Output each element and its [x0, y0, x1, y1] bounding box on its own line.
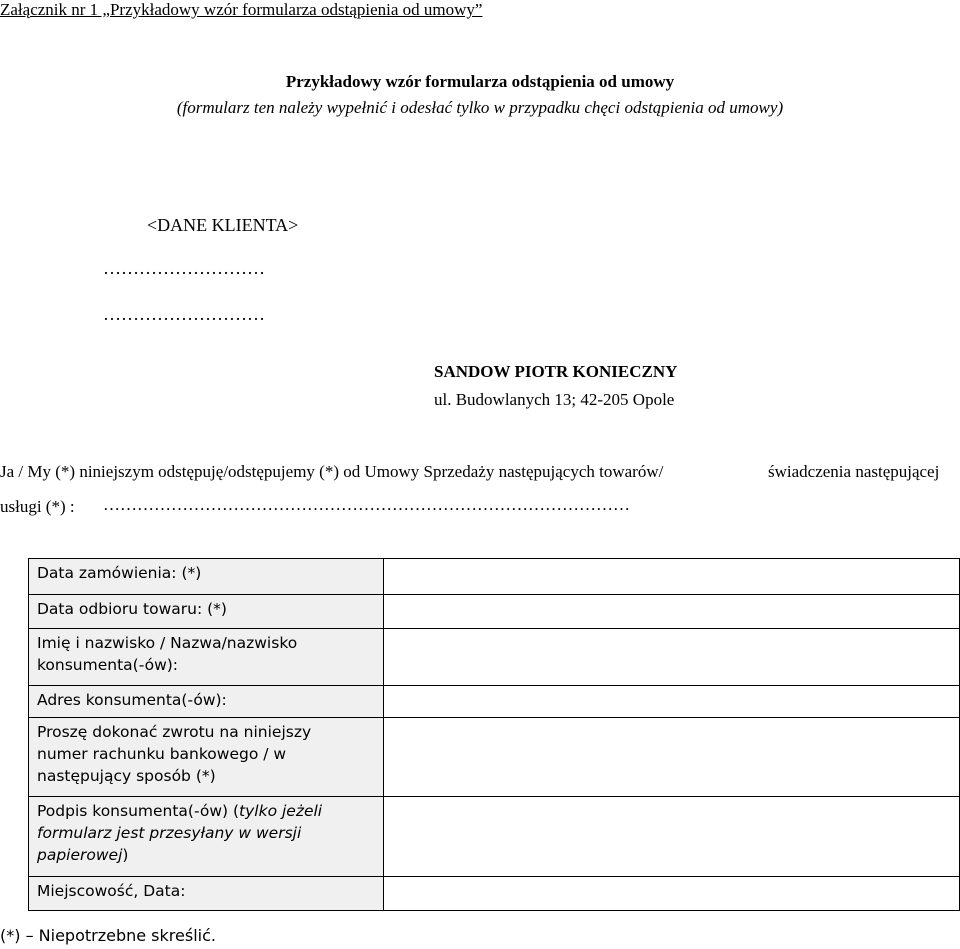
table-row: [29, 718, 960, 797]
withdrawal-form-table: [28, 558, 960, 911]
statement-line-2: usługi (*) :: [0, 497, 75, 516]
table-row: [29, 595, 960, 629]
receipt-date-label: Data odbioru towaru: (*): [29, 595, 384, 629]
order-date-field[interactable]: [384, 559, 960, 595]
refund-method-label: Proszę dokonać zwrotu na niniejszy numer rachunku bankowego / w następujący sposób (*): [29, 718, 384, 797]
footnote: (*) – Niepotrzebne skreślić.: [0, 926, 216, 945]
client-data-label: <DANE KLIENTA>: [147, 215, 299, 235]
form-title: Przykładowy wzór formularza odstąpienia od umowy: [285, 72, 675, 91]
order-date-label: Data zamówienia: (*): [29, 559, 384, 595]
form-subtitle: (formularz ten należy wypełnić i odesłać tylko w przypadku chęci odstąpienia od umowy): [176, 98, 784, 117]
table-row: [29, 797, 960, 877]
annex-title: Załącznik nr 1 „Przykładowy wzór formularza odstąpienia od umowy”: [0, 0, 483, 19]
place-date-field[interactable]: [384, 877, 960, 911]
place-date-label: Miejscowość, Data:: [29, 877, 384, 911]
seller-address: ul. Budowlanych 13; 42-205 Opole: [434, 390, 675, 409]
statement-fill-line: …………………………………………………………………………………: [103, 495, 630, 514]
table-row: [29, 686, 960, 718]
refund-method-field[interactable]: [384, 718, 960, 797]
statement-line-1: Ja / My (*) niniejszym odstępuję/odstępujemy (*) od Umowy Sprzedaży następujących towarów/: [0, 462, 664, 481]
receipt-date-field[interactable]: [384, 595, 960, 629]
table-row: [29, 629, 960, 686]
seller-name: SANDOW PIOTR KONIECZNY: [434, 362, 678, 381]
table-row: [29, 559, 960, 595]
consumer-name-field[interactable]: [384, 629, 960, 686]
signature-label: Podpis konsumenta(-ów) (tylko jeżeli formularz jest przesyłany w wersji papierowej): [29, 797, 384, 877]
client-line-1: ………………………: [103, 258, 265, 278]
signature-field[interactable]: [384, 797, 960, 877]
consumer-address-label: Adres konsumenta(-ów):: [29, 686, 384, 718]
consumer-address-field[interactable]: [384, 686, 960, 718]
consumer-name-label: Imię i nazwisko / Nazwa/nazwisko konsumenta(-ów):: [29, 629, 384, 686]
client-line-2: ………………………: [103, 304, 265, 324]
statement-line-1-end: świadczenia następującej: [768, 462, 940, 481]
table-row: [29, 877, 960, 911]
